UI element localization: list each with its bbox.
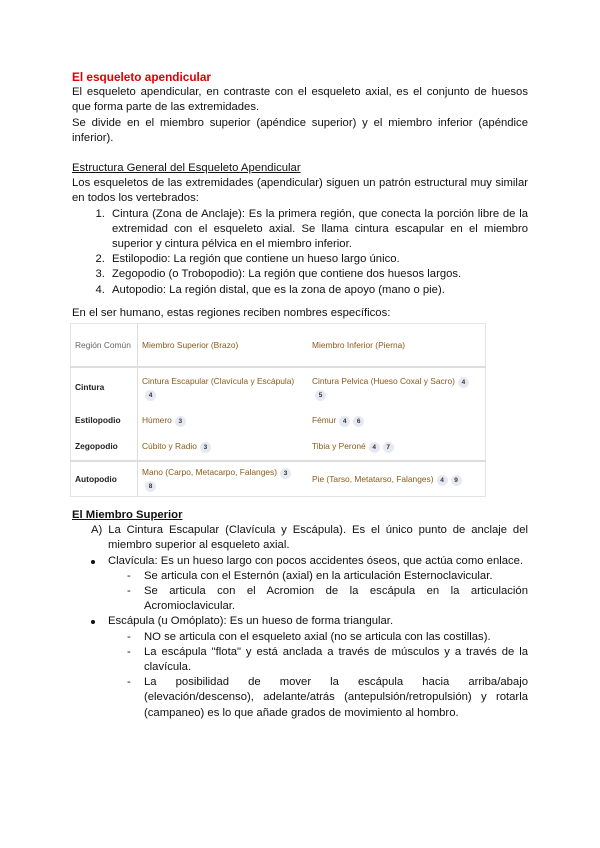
citation-badge[interactable]: 3	[280, 468, 291, 479]
bullet-clavicula: Clavícula: Es un hueso largo con pocos accidentes óseos, que actúa como enlace.	[72, 554, 528, 569]
citation-badge[interactable]: 4	[458, 377, 469, 388]
cell-text: Fémur	[312, 414, 337, 425]
intro-paragraph-1: El esqueleto apendicular, en contraste con el esqueleto axial, es el conjunto de huesos que forma parte de las extremidades.	[72, 86, 528, 114]
citation-badge[interactable]: 3	[175, 416, 186, 427]
cell-text: Tibia y Peroné	[312, 441, 366, 451]
table-row	[71, 461, 486, 497]
regions-table	[70, 323, 486, 497]
bullet-escapula: Escápula (u Omóplato): Es un hueso de forma triangular.	[72, 614, 528, 629]
lower-cell	[308, 461, 486, 497]
dash-item: - La escápula "flota" y está anclada a través de músculos y a través de la clavícula.	[72, 645, 528, 675]
upper-cell	[138, 433, 309, 461]
structure-text: Los esqueletos de las extremidades (apendicular) siguen un patrón estructural muy similar en todos los vertebrados:	[72, 177, 528, 205]
section-heading: El Miembro Superior	[72, 509, 183, 521]
dash-item: - NO se articula con el esqueleto axial (no se articula con las costillas).	[72, 630, 528, 645]
lower-cell	[308, 433, 486, 461]
upper-limb-section	[72, 508, 528, 721]
cell-text: Pie (Tarso, Metatarso, Falanges)	[312, 473, 434, 484]
list-item: 4. Autopodio: La región distal, que es la zona de apoyo (mano o pie).	[108, 283, 528, 298]
citation-badge[interactable]: 4	[339, 416, 350, 427]
region-cell: Estilopodio	[71, 407, 138, 433]
citation-badge[interactable]: 7	[383, 442, 394, 453]
citation-badge[interactable]: 3	[200, 442, 211, 453]
list-item: 3. Zegopodio (o Trobopodio): La región que contiene dos huesos largos.	[108, 267, 528, 282]
cell-text: Cintura Pelvica (Hueso Coxal y Sacro)	[312, 375, 455, 386]
cell-text: Húmero	[142, 414, 172, 425]
item-a	[89, 523, 528, 553]
citation-badge[interactable]: 4	[437, 475, 448, 486]
dash-item: - Se articula con el Esternón (axial) en la articulación Esternoclavicular.	[72, 569, 528, 584]
structure-list	[72, 207, 528, 298]
lower-cell	[308, 367, 486, 407]
table-header: Región Común	[71, 324, 138, 368]
upper-cell	[138, 461, 309, 497]
region-cell: Cintura	[71, 367, 138, 407]
cell-text: Cúbito y Radio	[142, 441, 197, 451]
table-row	[71, 433, 486, 461]
citation-badge[interactable]: 9	[451, 475, 462, 486]
item-a-text: La Cintura Escapular (Clavícula y Escápula). Es el único punto de anclaje del miembro superior al esqueleto axial.	[108, 524, 528, 552]
list-item: 1. Cintura (Zona de Anclaje): Es la primera región, que conecta la porción libre de la extremidad con el esqueleto axial. Se llama cintura escapular en el miembro superior y cintura pélvica en el miembro inferior.	[108, 207, 528, 253]
cell-text: Mano (Carpo, Metacarpo, Falanges)	[142, 467, 277, 477]
citation-badge[interactable]: 6	[353, 416, 364, 427]
table-header: Miembro Superior (Brazo)	[138, 324, 309, 368]
citation-badge[interactable]: 5	[315, 390, 326, 401]
upper-cell	[138, 407, 309, 433]
citation-badge[interactable]: 8	[145, 481, 156, 492]
region-cell: Autopodio	[71, 461, 138, 497]
cell-text: Cintura Escapular (Clavícula y Escápula)	[142, 375, 295, 386]
table-header: Miembro Inferior (Pierna)	[308, 324, 486, 368]
citation-badge[interactable]: 4	[369, 442, 380, 453]
table-header-row	[71, 324, 486, 368]
structure-heading: Estructura General del Esqueleto Apendicular	[72, 162, 301, 175]
dash-item: - Se articula con el Acromion de la escápula en la articulación Acromioclavicular.	[72, 584, 528, 614]
upper-cell	[138, 367, 309, 407]
region-cell: Zegopodio	[71, 433, 138, 461]
dash-item: - La posibilidad de mover la escápula hacia arriba/abajo (elevación/descenso), adelante/atrás (antepulsión/retropulsión) y rotarla (campaneo) es lo que añade grados de movimiento al hombro.	[72, 675, 528, 721]
table-row	[71, 407, 486, 433]
item-a-label: A)	[91, 524, 103, 537]
table-row	[71, 367, 486, 407]
citation-badge[interactable]: 4	[145, 390, 156, 401]
intro-paragraph-2: Se divide en el miembro superior (apéndice superior) y el miembro inferior (apéndice inferior).	[72, 116, 528, 144]
document-title: El esqueleto apendicular	[72, 70, 211, 84]
lower-cell	[308, 407, 486, 433]
list-item: 2. Estilopodio: La región que contiene un hueso largo único.	[108, 252, 528, 267]
human-text: En el ser humano, estas regiones reciben nombres específicos:	[72, 306, 391, 319]
document-top	[72, 70, 528, 321]
